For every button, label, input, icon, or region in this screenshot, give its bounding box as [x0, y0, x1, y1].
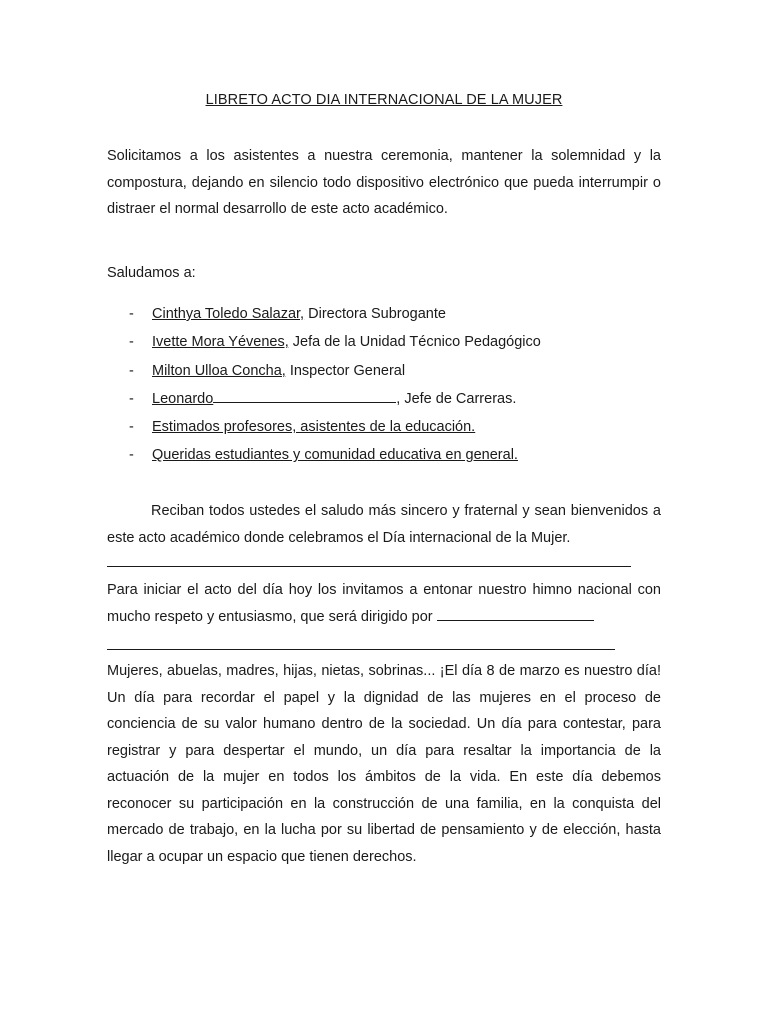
list-item: [107, 416, 667, 444]
list-dash: -: [129, 362, 134, 379]
fill-in-blank: [213, 388, 396, 403]
separator-line: [107, 649, 615, 650]
women-paragraph: Mujeres, abuelas, madres, hijas, nietas, sobrinas... ¡El día 8 de marzo es nuestro día! Un día para recordar el papel y la dignidad de las mujeres en el proceso de conciencia de su valor humano dentro de la sociedad. Un día para contestar, para registrar y para despertar el mundo, un día para resaltar la importancia de la actuación de la mujer en todos los ámbitos de la vida. En este día debemos reconocer su participación en la construcción de una familia, en la conquista del mercado de trabajo, en la lucha por su libertad de pensamiento y de elección, hasta llegar a ocupar un espacio que tienen derechos.: [107, 663, 661, 865]
document-title: LIBRETO ACTO DIA INTERNACIONAL DE LA MUJER: [205, 92, 563, 108]
list-dash: -: [129, 334, 134, 351]
list-dash: -: [129, 447, 134, 464]
greetings-list: [107, 303, 667, 473]
welcome-paragraph: [107, 498, 661, 551]
list-item: [107, 303, 667, 331]
greeting-name: Queridas estudiantes y comunidad educativa en general.: [152, 447, 518, 464]
separator-line: [107, 566, 631, 567]
greeting-role: Directora Subrogante: [304, 306, 446, 322]
greeting-name: Cinthya Toledo Salazar,: [152, 306, 305, 322]
anthem-paragraph: [107, 577, 661, 630]
greeting-name: Leonardo: [152, 390, 214, 407]
list-dash: -: [129, 390, 134, 407]
greeting-name: Estimados profesores, asistentes de la educación.: [152, 419, 476, 436]
list-item: [107, 331, 667, 359]
list-item: [107, 444, 667, 472]
list-item: [107, 388, 667, 416]
list-item: [107, 360, 667, 388]
greetings-heading: Saludamos a:: [107, 265, 196, 281]
greeting-name: Ivette Mora Yévenes,: [152, 334, 289, 351]
list-dash: -: [129, 419, 134, 436]
greeting-role: Jefa de la Unidad Técnico Pedagógico: [288, 334, 541, 351]
list-dash: -: [129, 306, 134, 322]
greeting-role: Inspector General: [285, 362, 406, 379]
greeting-role: , Jefe de Carreras.: [396, 390, 517, 407]
fill-in-blank: [437, 606, 594, 621]
greeting-name: Milton Ulloa Concha,: [152, 362, 286, 379]
welcome-text: Reciban todos ustedes el saludo más sincero y fraternal y sean bienvenidos a este acto académico donde celebramos el Día internacional de la Mujer.: [107, 503, 661, 546]
intro-paragraph: Solicitamos a los asistentes a nuestra ceremonia, mantener la solemnidad y la compostura, dejando en silencio todo dispositivo electrónico que pueda interrumpir o distraer el normal desarrollo de este acto académico.: [107, 148, 661, 217]
anthem-text: Para iniciar el acto del día hoy los invitamos a entonar nuestro himno nacional con mucho respeto y entusiasmo, que será dirigido por: [107, 582, 661, 625]
